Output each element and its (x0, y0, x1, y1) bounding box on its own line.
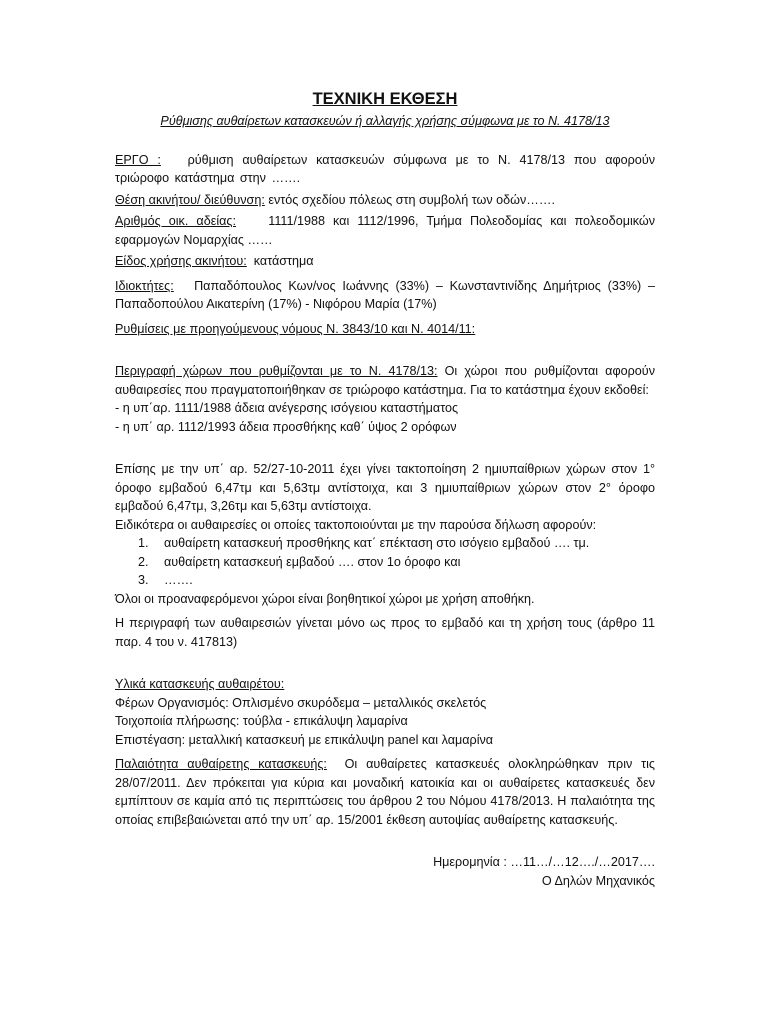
ergo-field (115, 151, 655, 188)
document-page (115, 88, 655, 890)
materials-line: Τοιχοποιία πλήρωσης: τούβλα - επικάλυψη λαμαρίνα (115, 714, 408, 728)
list-item (115, 553, 655, 572)
use-label: Είδος χρήσης ακινήτου: (115, 254, 247, 268)
list-item-text: αυθαίρετη κατασκευή προσθήκης κατ΄ επέκταση στο ισόγειο εμβαδού …. τμ. (164, 536, 590, 550)
age-label: Παλαιότητα αυθαίρετης κατασκευής: (115, 757, 327, 771)
document-subtitle: Ρύθμισης αυθαίρετων κατασκευών ή αλλαγής χρήσης σύμφωνα με το Ν. 4178/13 (160, 114, 610, 128)
previous-laws-heading: Ρυθμίσεις με προηγούμενους νόμους Ν. 3843/10 και Ν. 4014/11: (115, 321, 476, 336)
regularization-paragraph: Επίσης με την υπ΄ αρ. 52/27-10-2011 έχει γίνει τακτοποίηση 2 ημιυπαίθριων χώρων στον 1° όροφο εμβαδού 6,47τμ και 5,63τμ αντίστοιχα, και 3 ημιυπαίθριων χώρων στον 2° όροφο εμβαδού 6,47τμ, 3,26τμ και 5,63τμ αντίστοιχα. (115, 462, 655, 513)
auxiliary-spaces-note: Όλοι οι προαναφερόμενοι χώροι είναι βοηθητικοί χώροι με χρήση αποθήκη. (115, 591, 535, 606)
list-item (115, 571, 655, 590)
document-title: ΤΕΧΝΙΚΗ ΕΚΘΕΣΗ (312, 90, 458, 108)
use-text: κατάστημα (253, 254, 314, 268)
arbitrary-works-list (115, 534, 655, 590)
list-item-number: 2. (138, 554, 149, 569)
materials-line: Φέρων Οργανισμός: Οπλισμένο σκυρόδεμα – μεταλλικός σκελετός (115, 695, 487, 710)
list-item (115, 534, 655, 553)
location-label: Θέση ακινήτου/ διεύθυνση: (115, 192, 265, 207)
regularization-intro: Ειδικότερα οι αυθαιρεσίες οι οποίες τακτοποιούνται με την παρούσα δήλωση αφορούν: (115, 517, 597, 532)
age-text: Οι αυθαίρετες κατασκευές ολοκληρώθηκαν πριν τις 28/07/2011. Δεν πρόκειται για κύρια και μοναδική κατοικία και οι αυθαίρετες κατασκευές δεν εμπίπτουν σε καμία από τις περιπτώσεις του άρθρου 2 του Νόμου 4178/2013. Η παλαιότητα της οποίας επιβεβαιώνεται από την υπ΄ αρ. 15/2001 έκθεση αυτοψίας αυθαίρετης κατασκευής. (115, 757, 655, 827)
list-item-text: ……. (164, 573, 193, 587)
location-field (115, 191, 655, 210)
permit-label: Αριθμός οικ. αδείας: (115, 214, 236, 228)
location-text: εντός σχεδίου πόλεως στη συμβολή των οδών……. (268, 192, 555, 207)
permit-item: - η υπ΄αρ. 1111/1988 άδεια ανέγερσης ισόγειου καταστήματος (115, 401, 459, 415)
age-paragraph (115, 755, 655, 829)
permit-text: 1111/1988 και 1112/1996, Τμήμα Πολεοδομίας και πολεοδομικών εφαρμογών Νομαρχίας …… (115, 214, 656, 247)
signature-signer: Ο Δηλών Μηχανικός (541, 873, 655, 888)
owners-field (115, 277, 655, 314)
use-field (115, 252, 655, 271)
signature-date: Ημερομηνία : …11…/…12…./…2017…. (433, 855, 655, 869)
materials-line: Επιστέγαση: μεταλλική κατασκευή με επικάλυψη panel και λαμαρίνα (115, 732, 494, 747)
owners-label: Ιδιοκτήτες: (115, 278, 174, 293)
description-paragraph (115, 362, 655, 399)
permit-item: - η υπ΄ αρ. 1112/1993 άδεια προσθήκης καθ΄ ύψος 2 ορόφων (115, 419, 457, 434)
permit-field (115, 212, 655, 249)
description-text: Οι χώροι που ρυθμίζονται αφορούν αυθαιρεσίες που πραγματοποιήθηκαν σε τριώροφο κατάστημα. Για το κατάστημα έχουν εκδοθεί: (115, 364, 655, 397)
description-label: Περιγραφή χώρων που ρυθμίζονται με το Ν. 4178/13: (115, 364, 438, 378)
list-item-text: αυθαίρετη κατασκευή εμβαδού …. στον 1ο όροφο και (164, 554, 461, 569)
list-item-number: 3. (138, 573, 149, 587)
list-item-number: 1. (138, 536, 149, 550)
ergo-text: ρύθμιση αυθαίρετων κατασκευών σύμφωνα με το Ν. 4178/13 που αφορούν τριώροφο κατάστημα στην ……. (115, 152, 655, 185)
ergo-label: ΕΡΓΟ : (115, 152, 161, 167)
materials-heading: Υλικά κατασκευής αυθαιρέτου: (115, 677, 285, 691)
owners-text: Παπαδόπουλος Κων/νος Ιωάννης (33%) – Κωνσταντινίδης Δημήτριος (33%) – Παπαδοπούλου Αικατερίνη (17%) - Νιφόρου Μαρία (17%) (115, 278, 655, 311)
area-use-note: Η περιγραφή των αυθαιρεσιών γίνεται μόνο ως προς το εμβαδό και τη χρήση τους (άρθρο 11 παρ. 4 του ν. 417813) (115, 616, 655, 649)
